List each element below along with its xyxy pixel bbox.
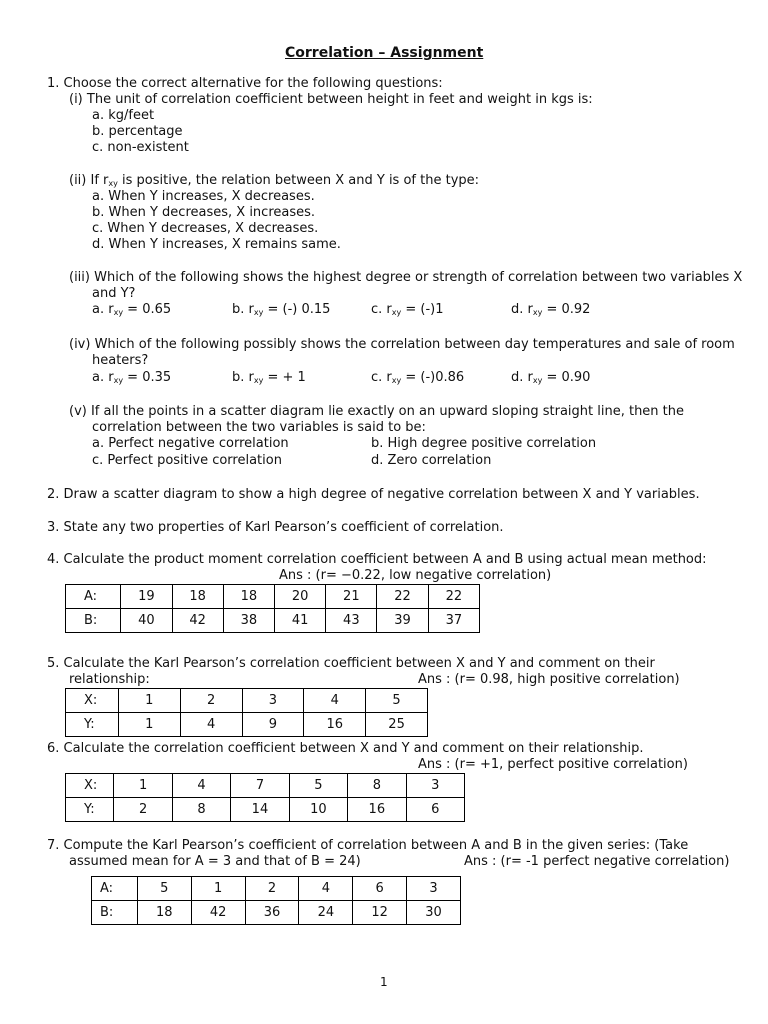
table-cell: 1 xyxy=(118,689,180,713)
table-cell: 43 xyxy=(326,609,377,633)
q1-ii-option-b: b. When Y decreases, X increases. xyxy=(92,205,316,220)
table-cell: 21 xyxy=(326,585,377,609)
q1-ii-option-c: c. When Y decreases, X decreases. xyxy=(92,221,319,236)
table-cell: 8 xyxy=(172,798,230,822)
table-cell: 3 xyxy=(406,774,464,798)
table-cell: 2 xyxy=(114,798,172,822)
q1-iii-option-c: c. $r_{xy} = (-)1$ xyxy=(371,302,444,317)
table-cell: 2 xyxy=(180,689,242,713)
table-row xyxy=(92,901,461,925)
q1-iv-option-b: b. $r_{xy}$ = + 1 xyxy=(232,370,306,385)
q7-table xyxy=(91,876,461,925)
q1-iv-stem: (iv) Which of the following possibly shows the correlation between day temperatures and sale of room xyxy=(69,337,735,352)
q6-table xyxy=(65,773,465,822)
table-cell: 14 xyxy=(231,798,289,822)
table-cell: 25 xyxy=(366,713,428,737)
q4-answer: Ans : (r= −0.22, low negative correlation) xyxy=(279,568,552,583)
table-row xyxy=(66,798,465,822)
table-cell: 16 xyxy=(304,713,366,737)
table-cell: 6 xyxy=(353,877,407,901)
table-row xyxy=(66,689,428,713)
q1-i-stem: (i) The unit of correlation coefficient between height in feet and weight in kgs is: xyxy=(69,92,593,107)
table-cell: 10 xyxy=(289,798,347,822)
table-cell: 12 xyxy=(353,901,407,925)
table-cell: 18 xyxy=(223,585,274,609)
q1-intro: 1. Choose the correct alternative for the following questions: xyxy=(47,76,443,91)
q7-answer: Ans : (r= -1 perfect negative correlation) xyxy=(464,854,730,869)
table-cell: 1 xyxy=(114,774,172,798)
q1-v-option-c: c. Perfect positive correlation xyxy=(92,453,282,468)
table-cell: 1 xyxy=(191,877,245,901)
q4-text: 4. Calculate the product moment correlation coefficient between A and B using actual mean method: xyxy=(47,552,707,567)
q5-text-cont: relationship: xyxy=(69,672,150,687)
q1-iii-stem-cont: and Y? xyxy=(92,286,136,301)
table-row xyxy=(66,609,480,633)
q5-text: 5. Calculate the Karl Pearson’s correlation coefficient between X and Y and comment on their xyxy=(47,656,655,671)
table-cell: X: xyxy=(66,689,119,713)
q1-ii-option-d: d. When Y increases, X remains same. xyxy=(92,237,341,252)
table-cell: 8 xyxy=(348,774,406,798)
table-cell: 1 xyxy=(118,713,180,737)
table-cell: 2 xyxy=(245,877,299,901)
table-cell: 22 xyxy=(377,585,428,609)
q1-iv-stem-cont: heaters? xyxy=(92,353,149,368)
q1-v-option-a: a. Perfect negative correlation xyxy=(92,436,289,451)
table-cell: 38 xyxy=(223,609,274,633)
table-cell: 39 xyxy=(377,609,428,633)
table-cell: 4 xyxy=(299,877,353,901)
table-cell: 3 xyxy=(407,877,461,901)
table-cell: A: xyxy=(66,585,121,609)
table-cell: 42 xyxy=(191,901,245,925)
q3-text: 3. State any two properties of Karl Pearson’s coefficient of correlation. xyxy=(47,520,504,535)
q1-v-stem-cont: correlation between the two variables is said to be: xyxy=(92,420,426,435)
q1-i-option-b: b. percentage xyxy=(92,124,183,139)
table-cell: 5 xyxy=(366,689,428,713)
q1-v-option-d: d. Zero correlation xyxy=(371,453,492,468)
table-cell: 41 xyxy=(274,609,325,633)
table-cell: 4 xyxy=(180,713,242,737)
q1-iv-option-c: c. $r_{xy} = (-)0.86$ xyxy=(371,370,465,385)
q1-iv-option-d: d. $r_{xy} = 0.90$ xyxy=(511,370,591,385)
table-cell: Y: xyxy=(66,713,119,737)
table-cell: 5 xyxy=(137,877,191,901)
q1-i-option-a: a. kg/feet xyxy=(92,108,155,123)
q1-iii-option-d: d. $r_{xy} = 0.92$ xyxy=(511,302,591,317)
table-cell: 42 xyxy=(172,609,223,633)
table-cell: B: xyxy=(92,901,138,925)
table-cell: 7 xyxy=(231,774,289,798)
q4-table xyxy=(65,584,480,633)
q6-answer: Ans : (r= +1, perfect positive correlation) xyxy=(418,757,688,772)
table-cell: 3 xyxy=(242,689,304,713)
table-cell: 18 xyxy=(137,901,191,925)
table-cell: 20 xyxy=(274,585,325,609)
q2-text: 2. Draw a scatter diagram to show a high degree of negative correlation between X and Y variables. xyxy=(47,487,700,502)
q1-iii-option-a: a. $r_{xy} = 0.65$ xyxy=(92,302,172,317)
q1-i-option-c: c. non-existent xyxy=(92,140,189,155)
table-cell: B: xyxy=(66,609,121,633)
q1-v-stem: (v) If all the points in a scatter diagram lie exactly on an upward sloping straight line, then the xyxy=(69,404,685,419)
q7-text-cont: assumed mean for A = 3 and that of B = 24) xyxy=(69,854,361,869)
q1-ii-stem: (ii) If $r_{xy}$ is positive, the relation between X and Y is of the type: xyxy=(69,173,480,188)
q1-iii-stem: (iii) Which of the following shows the highest degree or strength of correlation between two variables X xyxy=(69,270,743,285)
table-cell: 37 xyxy=(428,609,479,633)
table-row xyxy=(92,877,461,901)
table-cell: 19 xyxy=(121,585,172,609)
table-cell: A: xyxy=(92,877,138,901)
page-title: Correlation – Assignment xyxy=(285,45,484,61)
table-cell: X: xyxy=(66,774,114,798)
q1-iv-option-a: a. $r_{xy} = 0.35$ xyxy=(92,370,172,385)
table-row xyxy=(66,585,480,609)
q5-answer: Ans : (r= 0.98, high positive correlation) xyxy=(418,672,680,687)
table-cell: 16 xyxy=(348,798,406,822)
table-cell: 24 xyxy=(299,901,353,925)
table-cell: 36 xyxy=(245,901,299,925)
table-cell: 18 xyxy=(172,585,223,609)
table-cell: 9 xyxy=(242,713,304,737)
q1-v-option-b: b. High degree positive correlation xyxy=(371,436,597,451)
table-cell: 6 xyxy=(406,798,464,822)
table-cell: 4 xyxy=(172,774,230,798)
table-row xyxy=(66,774,465,798)
table-row xyxy=(66,713,428,737)
table-cell: 30 xyxy=(407,901,461,925)
table-cell: 5 xyxy=(289,774,347,798)
table-cell: 22 xyxy=(428,585,479,609)
page-number: 1 xyxy=(380,975,388,989)
q7-text: 7. Compute the Karl Pearson’s coefficient of correlation between A and B in the given series: (Take xyxy=(47,838,689,853)
table-cell: Y: xyxy=(66,798,114,822)
q1-ii-option-a: a. When Y increases, X decreases. xyxy=(92,189,315,204)
q6-text: 6. Calculate the correlation coefficient between X and Y and comment on their relationship. xyxy=(47,741,644,756)
q1-iii-option-b: b. $r_{xy}$ = (-) 0.15 xyxy=(232,302,331,317)
q5-table xyxy=(65,688,428,737)
table-cell: 4 xyxy=(304,689,366,713)
table-cell: 40 xyxy=(121,609,172,633)
